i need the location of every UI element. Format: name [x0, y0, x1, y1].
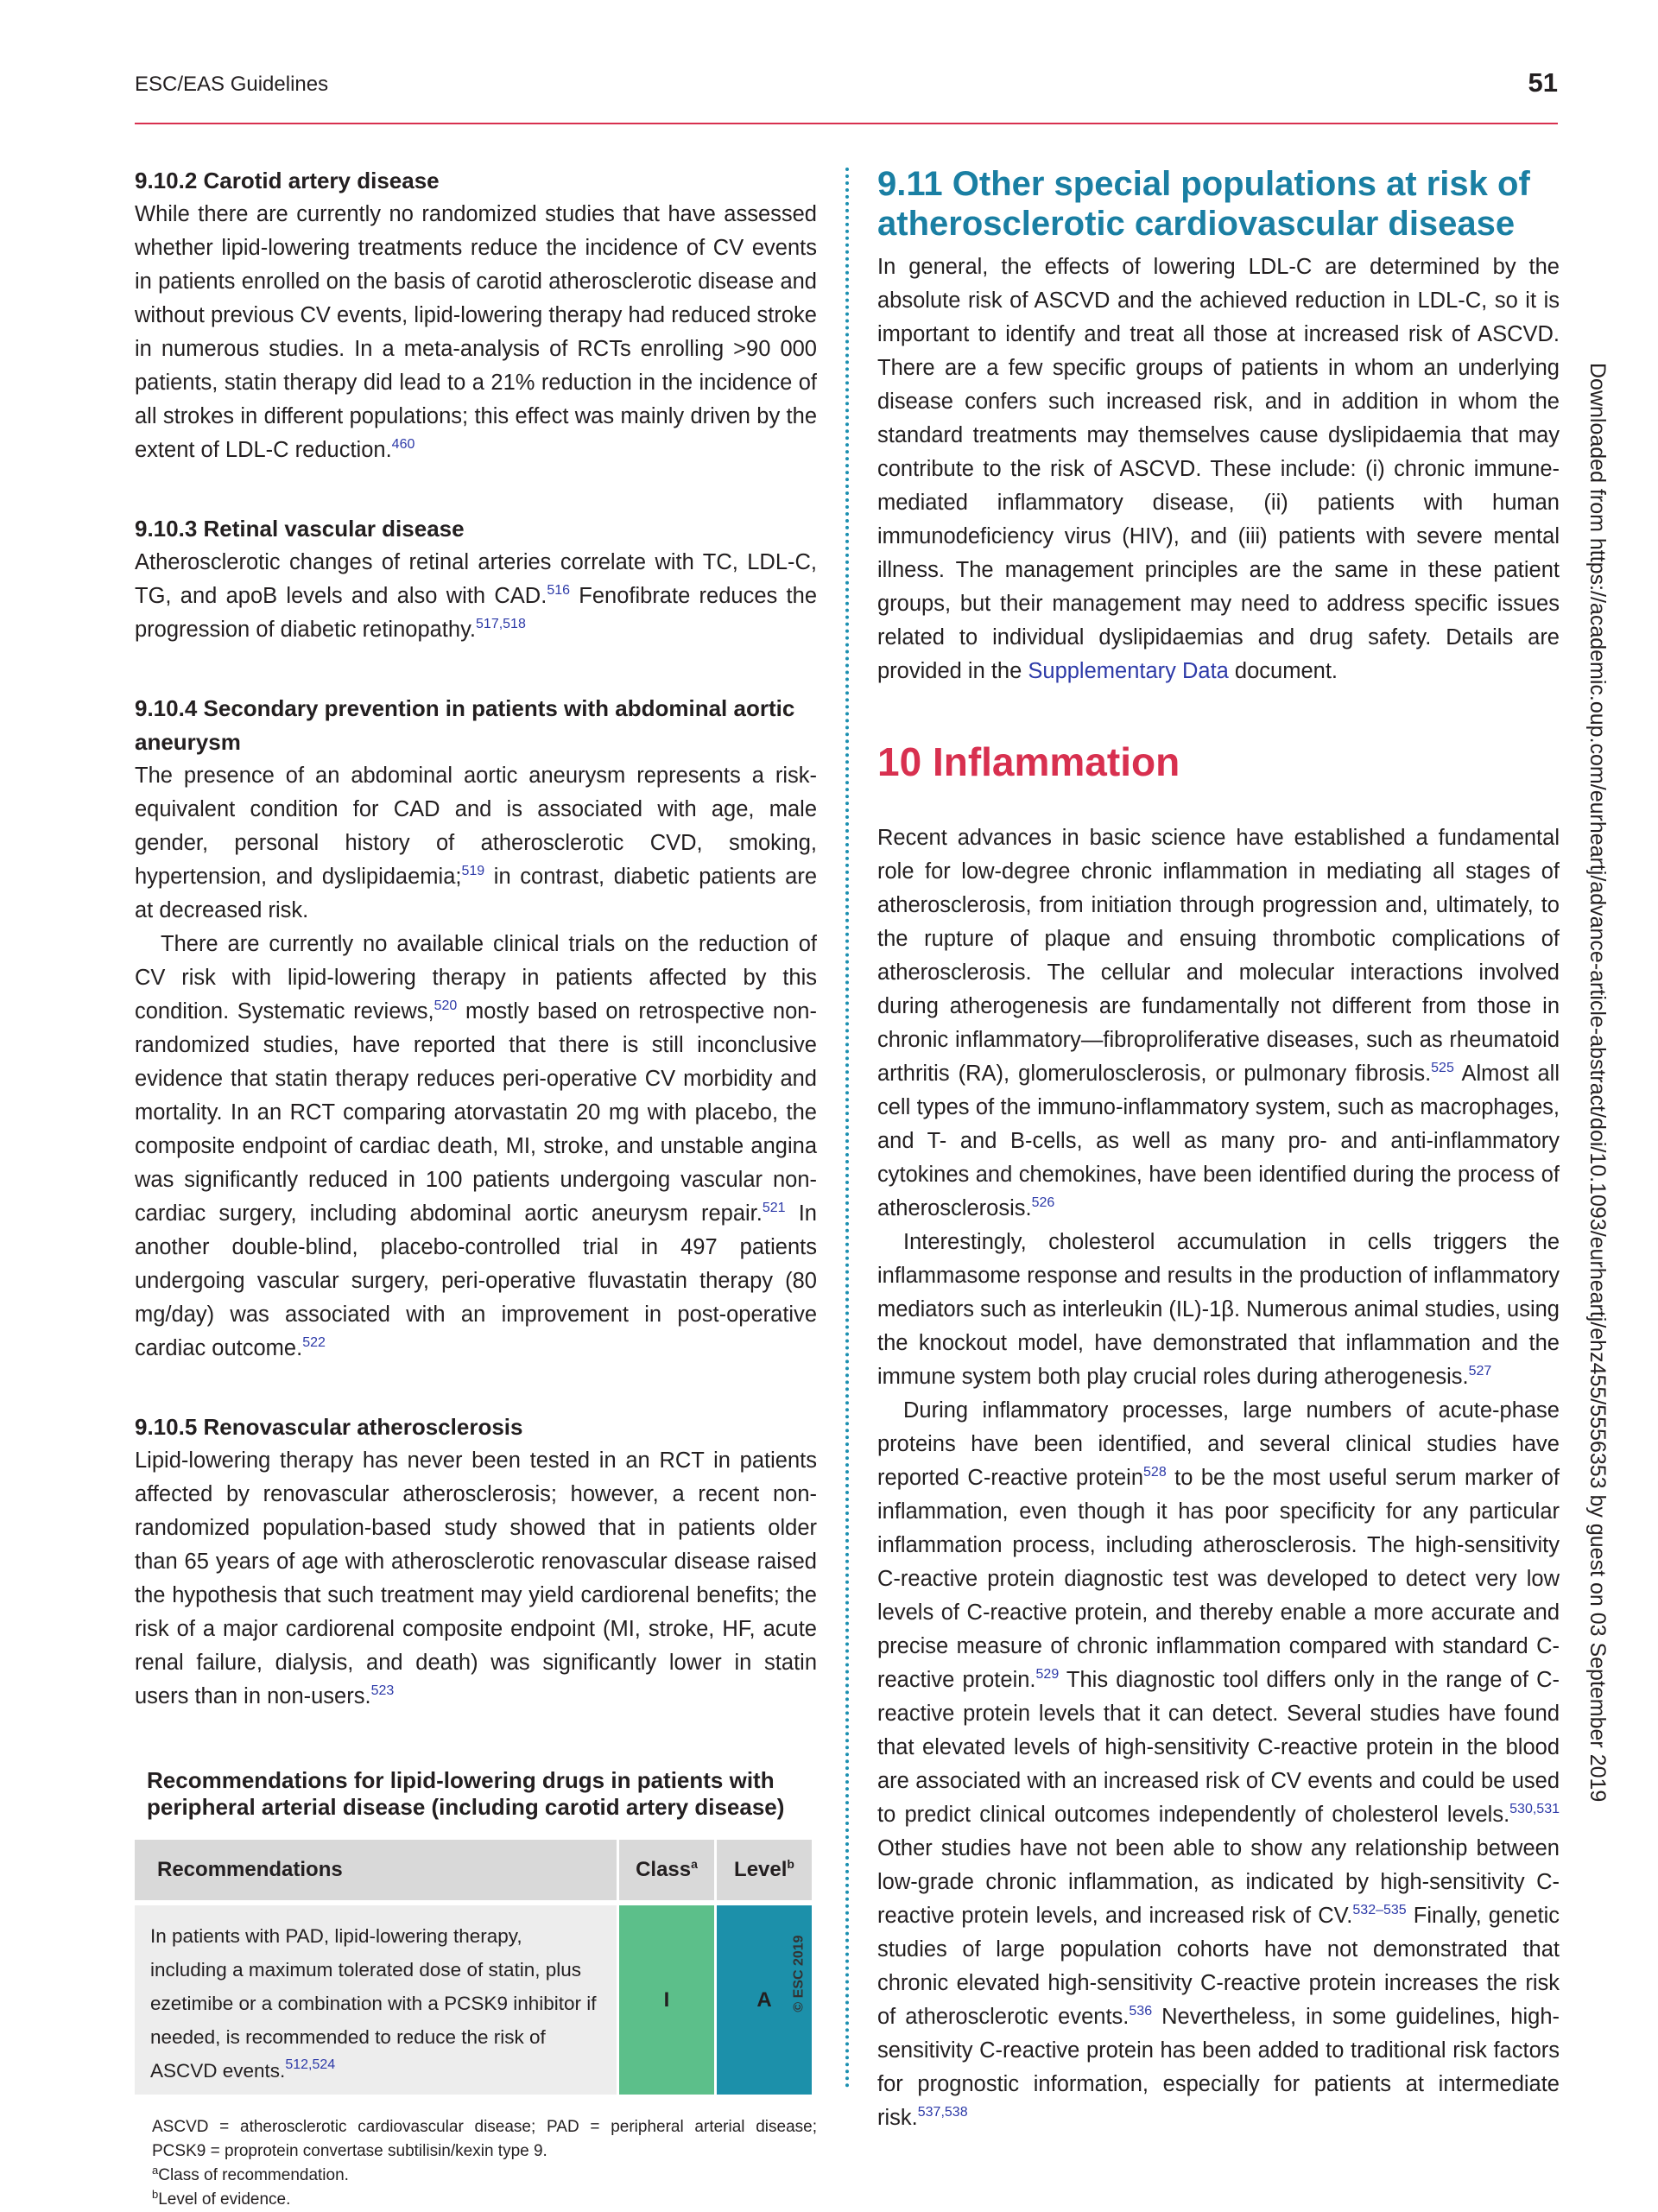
section-heading: 9.10.2 Carotid artery disease [135, 168, 440, 193]
recommendations-title: Recommendations for lipid-lowering drugs in patients with peripheral arterial disease (including carotid artery disease) [147, 1767, 785, 1820]
paragraph: In general, the effects of lowering LDL-C are determined by the absolute risk of ASCVD and the achieved reduction in LDL-C, so it is important to identify and treat all those at increased risk of ASCVD. There are a few specific groups of patients in whom an underlying disease confers such increased risk, and in addition in whom the standard treatments may themselves cause dyslipidaemia that may contribute to the risk of ASCVD. These include: (i) chronic immune-mediated inflammatory disease, (ii) patients with human immunodeficiency virus (HIV), and (iii) patients with severe mental illness. The management principles are the same in these patient groups, but their management may need to address specific issues related to individual dyslipidaemias and drug safety. Details are provided in the Supplementary Data document. [877, 255, 1560, 683]
citation-link[interactable]: 523 [370, 1683, 395, 1698]
table-row [135, 1903, 812, 2095]
citation-link[interactable]: 460 [391, 437, 415, 452]
column-header-class: Class$^a$ [618, 1840, 716, 1903]
footnote-a: $^a$Class of recommendation. [152, 2164, 349, 2184]
citation-link[interactable]: 522 [302, 1335, 326, 1350]
page-header [135, 67, 1558, 124]
section-heading: 9.10.5 Renovascular atherosclerosis [135, 1414, 523, 1440]
citation-link[interactable]: 537,538 [917, 2105, 968, 2120]
citation-link[interactable]: 521 [762, 1201, 786, 1215]
paragraph: While there are currently no randomized studies that have assessed whether lipid-lowering treatments reduce the incidence of CV events in patients enrolled on the basis of carotid atherosclerotic disease and without previous CV events, lipid-lowering therapy had reduced stroke in numerous studies. In a meta-analysis of RCTs enrolling >90 000 patients, statin therapy did lead to a 21% reduction in the incidence of all strokes in different populations; this effect was mainly driven by the extent of LDL-C reduction.$^{460}$ [135, 202, 817, 462]
footnote-abbreviations: ASCVD = atherosclerotic cardiovascular disease; PAD = peripheral arterial disease; PCSK9 = proprotein convertase subtilisin/kexin type 9. [152, 2118, 817, 2160]
column-header-recommendations: Recommendations [135, 1840, 618, 1903]
download-watermark: Downloaded from https://academic.oup.com/eurheartj/advance-article-abstract/doi/10.1093/eurheartj/ehz455/5556353 by guest on 03 September 2019 [1585, 363, 1610, 1803]
footnote-b: $^b$Level of evidence. [152, 2188, 291, 2209]
copyright-label: © ESC 2019 [791, 1935, 807, 2012]
citation-link[interactable]: 530,531 [1509, 1802, 1560, 1816]
supplementary-data-link[interactable]: Supplementary Data [1028, 659, 1229, 683]
section-9-10-2 [135, 164, 817, 467]
section-9-10-3 [135, 512, 817, 647]
citation-link[interactable]: 520 [433, 998, 458, 1013]
left-column [135, 164, 817, 2212]
section-9-11 [877, 164, 1560, 688]
paragraph: Recent advances in basic science have established a fundamental role for low-degree chronic inflammation in mediating all stages of atherosclerosis, from initiation through progression and, ultimately, to the rupture of plaque and ensuing thrombotic complications of atherosclerosis. The cellular and molecular interactions involved during atherogenesis are fundamentally not different from those in chronic inflammatory—fibroproliferative diseases, such as rheumatoid arthritis (RA), glomerulosclerosis, or pulmonary fibrosis.$^{525}$ Almost all cell types of the immuno-inflammatory system, such as macrophages, and T- and B-cells, as well as many pro- and anti-inflammatory cytokines and chemokines, have been identified during the process of atherosclerosis.$^{526}$ [877, 826, 1560, 1220]
paragraph: Lipid-lowering therapy has never been tested in an RCT in patients affected by renovascular atherosclerosis; however, a recent non-randomized population-based study showed that in patients older than 65 years of age with atherosclerotic renovascular disease raised the hypothesis that such treatment may yield cardiorenal benefits; the risk of a major cardiorenal composite endpoint (MI, stroke, HF, acute renal failure, dialysis, and death) was significantly lower in statin users than in non-users.$^{523}$ [135, 1448, 817, 1708]
paragraph: Atherosclerotic changes of retinal arteries correlate with TC, LDL-C, TG, and apoB levels and also with CAD.$^{516}$ Fenofibrate reduces the progression of diabetic retinopathy.$^{517,518}$ [135, 550, 817, 642]
section-heading: 9.11 Other special populations at risk of atherosclerotic cardiovascular disease [877, 165, 1530, 243]
citation-link[interactable]: 516 [547, 583, 571, 598]
citation-link[interactable]: 525 [1431, 1061, 1454, 1075]
citation-link[interactable]: 527 [1468, 1364, 1492, 1379]
column-divider [845, 168, 849, 2089]
section-heading: 9.10.4 Secondary prevention in patients with abdominal aortic aneurysm [135, 695, 795, 755]
section-9-10-4 [135, 692, 817, 1366]
section-heading: 10 Inflammation [877, 739, 1180, 784]
citation-link[interactable]: 512,524 [285, 2057, 336, 2072]
table-header-row [135, 1840, 812, 1903]
journal-title: ESC/EAS Guidelines [135, 73, 329, 96]
right-column [877, 164, 1560, 2135]
paragraph: The presence of an abdominal aortic aneurysm represents a risk-equivalent condition for CAD and is associated with age, male gender, personal history of atherosclerotic CVD, smoking, hypertension, and dyslipidaemia;$^{519}$ in contrast, diabetic patients are at decreased risk. [135, 764, 818, 922]
citation-link[interactable]: 528 [1143, 1465, 1167, 1480]
section-9-10-5 [135, 1410, 817, 1714]
class-badge: I [618, 1903, 716, 2095]
citation-link[interactable]: 519 [461, 864, 485, 878]
level-badge: A © ESC 2019 [716, 1903, 813, 2095]
recommendations-table [135, 1840, 812, 2095]
section-heading: 9.10.3 Retinal vascular disease [135, 516, 465, 542]
citation-link[interactable]: 526 [1031, 1195, 1055, 1210]
table-footnotes [135, 2115, 817, 2212]
citation-link[interactable]: 536 [1129, 2004, 1153, 2019]
page-number: 51 [1528, 67, 1558, 98]
column-header-level: Level$^b$ [716, 1840, 813, 1903]
paragraph: There are currently no available clinical trials on the reduction of CV risk with lipid-lowering therapy in patients affected by this condition. Systematic reviews,$^{520}$ mostly based on retrospective non-randomized studies, have reported that there is still inconclusive evidence that statin therapy reduces peri-operative CV morbidity and mortality. In an RCT comparing atorvastatin 20 mg with placebo, the composite endpoint of cardiac death, MI, stroke, and unstable angina was significantly reduced in 100 patients undergoing vascular non-cardiac surgery, including abdominal aortic aneurysm repair.$^{521}$ In another double-blind, placebo-controlled trial in 497 patients undergoing vascular surgery, peri-operative fluvastatin therapy (80 mg/day) was associated with an improvement in post-operative cardiac outcome.$^{522}$ [135, 932, 817, 1360]
recommendation-text: In patients with PAD, lipid-lowering therapy, including a maximum tolerated dose of statin, plus ezetimibe or a combination with a PCSK9 inhibitor if needed, is recommended to reduce the risk of ASCVD events.$^{512,524}$ [135, 1903, 618, 2095]
citation-link[interactable]: 529 [1035, 1667, 1060, 1682]
citation-link[interactable]: 532–535 [1352, 1903, 1407, 1917]
paragraph: Interestingly, cholesterol accumulation in cells triggers the inflammasome response and results in the production of inflammatory mediators such as interleukin (IL)-1β. Numerous animal studies, using the knockout model, have demonstrated that inflammation and the immune system both play crucial roles during atherogenesis.$^{527}$ [877, 1230, 1560, 1389]
section-10 [877, 740, 1560, 2135]
citation-link[interactable]: 517,518 [476, 617, 526, 631]
paragraph: During inflammatory processes, large numbers of acute-phase proteins have been identified, and several clinical studies have reported C-reactive protein$^{528}$ to be the most useful serum marker of inflammation, even though it has poor specificity for any particular inflammation process, including atherosclerosis. The high-sensitivity C-reactive protein diagnostic test was developed to detect very low levels of C-reactive protein, and thereby enable a more accurate and precise measure of chronic inflammation compared with standard C-reactive protein.$^{529}$ This diagnostic tool differs only in the range of C-reactive protein levels that it can detect. Several studies have found that elevated levels of high-sensitivity C-reactive protein in the blood are associated with an increased risk of CV events and could be used to predict clinical outcomes independently of cholesterol levels.$^{530,531}$ Other studies have not been able to show any relationship between low-grade chronic inflammation, as indicated by high-sensitivity C-reactive protein levels, and increased risk of CV.$^{532-535}$ Finally, genetic studies of large population cohorts have not demonstrated that chronic elevated high-sensitivity C-reactive protein increases the risk of atherosclerotic events.$^{536}$ Nevertheless, in some guidelines, high-sensitivity C-reactive protein has been added to traditional risk factors for prognostic information, especially for patients at intermediate risk.$^{537,538}$ [877, 1398, 1560, 2130]
